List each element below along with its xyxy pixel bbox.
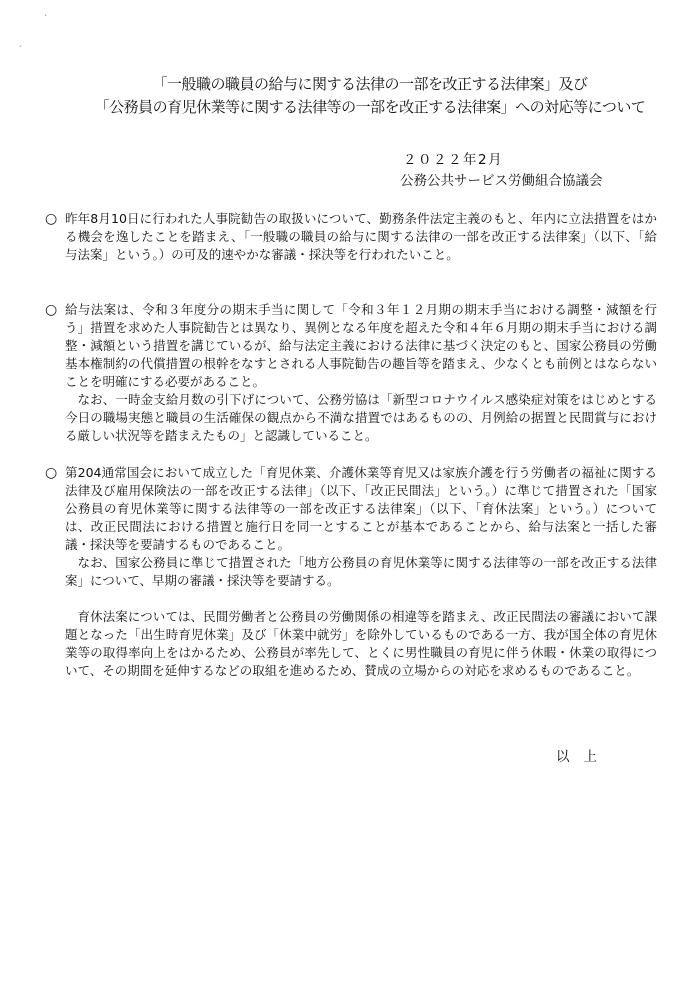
- document-title-line-2: 「公務員の育児休業等に関する法律等の一部を改正する法律案」への対応等について: [94, 98, 646, 116]
- paragraph-text: 給与法案は、令和３年度分の期末手当に関して「令和３年１２月期の期末手当における調整・減額を行う」措置を求めた人事院勧告とは異なり、異例となる年度を超えた令和４年６月期の期末手当における調整・減額という措置を講じているが、給与法定主義における法律に基づく決定のもと、国家公務員の労働基本権制約の代償措置の根幹をなすとされる人事院勧告の趣旨等を踏まえ、少なくとも前例とはならないことを明確にする必要があること。: [65, 302, 657, 389]
- paragraph-text: 昨年8月10日に行われた人事院勧告の取扱いについて、勤務条件法定主義のもと、年内に立法措置をはかる機会を逸したことを踏まえ、「一般職の職員の給与に関する法律の一部を改正する法律案」（以下、「給与法案」という。）の可及的速やかな審議・採決等を行われたいこと。: [65, 211, 657, 262]
- document-date: ２０２２年2月: [403, 152, 504, 168]
- bullet-circle-icon: ○: [45, 211, 58, 227]
- closing-paragraph: [65, 608, 657, 680]
- scan-speck: ˋ: [44, 14, 48, 23]
- paragraph-3: [45, 464, 657, 590]
- paragraph-2: [45, 301, 657, 445]
- document-title-line-1: 「一般職の職員の給与に関する法律の一部を改正する法律案」及び: [152, 75, 588, 93]
- bullet-circle-icon: ○: [45, 302, 58, 318]
- paragraph-text: 第204通常国会において成立した「育児休業、介護休業等育児又は家族介護を行う労働者の福祉に関する法律及び雇用保険法の一部を改正する法律」（以下、「改正民間法」という。）に準じて措置された「国家公務員の育児休業等に関する法律等の一部を改正する法律案」（以下、「育休法案」という。）については、改正民間法における措置と施行日を同一とすることが基本であることから、給与法案と一括した審議・採決等を要請するものであること。: [65, 465, 657, 552]
- paragraph-1: [45, 210, 657, 264]
- paragraph-continuation: なお、一時金支給月数の引下げについて、公務労協は「新型コロナウイルス感染症対策をはじめとする今日の職場実態と職員の生活確保の観点から不満な措置ではあるものの、月例給の据置と民間賞与における厳しい状況等を踏まえたもの」と認識していること。: [65, 392, 657, 443]
- organization-name: 公務公共サービス労働組合協議会: [400, 173, 603, 189]
- closing-mark: 以上: [556, 749, 611, 765]
- paragraph-continuation: なお、国家公務員に準じて措置された「地方公務員の育児休業等に関する法律等の一部を改正する法律案」について、早期の審議・採決等を要請する。: [65, 555, 657, 588]
- closing-paragraph-text: 育休法案については、民間労働者と公務員の労働関係の相違等を踏まえ、改正民間法の審議において課題となった「出生時育児休業」及び「休業中就労」を除外しているものである一方、我が国全体の育児休業等の取得率向上をはかるため、公務員が率先して、とくに男性職員の育児に伴う休暇・休業の取得について、その期間を延伸するなどの取組を進めるため、賛成の立場からの対応を求めるものであること。: [65, 609, 657, 678]
- scan-speck: ˏ: [18, 38, 22, 47]
- bullet-circle-icon: ○: [45, 465, 58, 481]
